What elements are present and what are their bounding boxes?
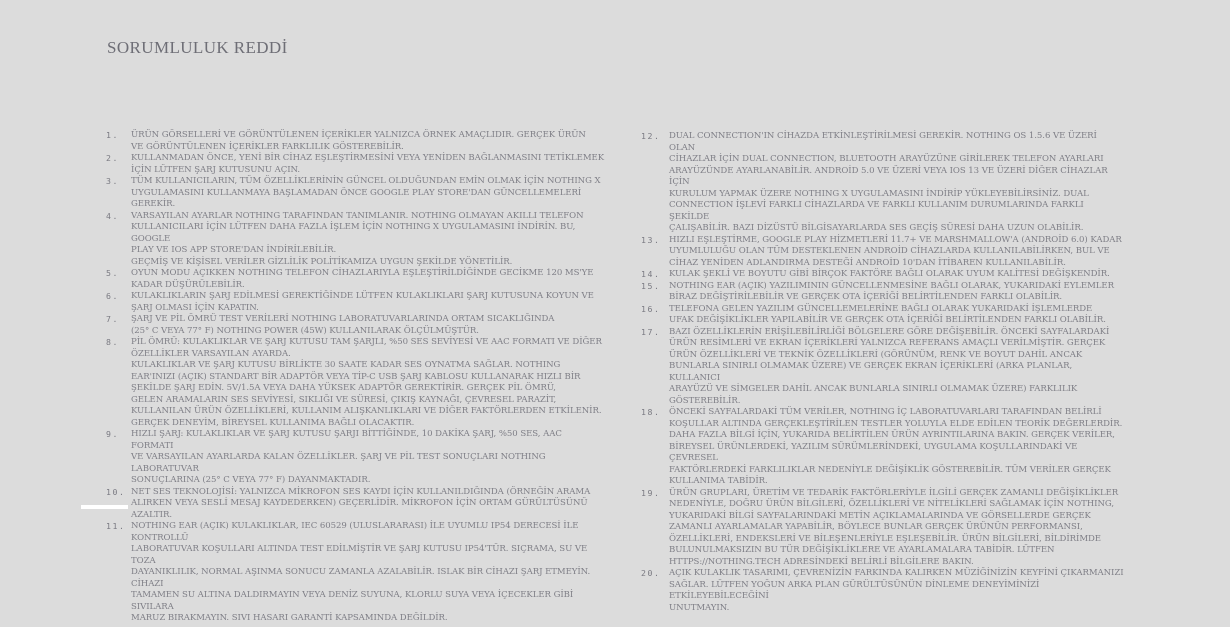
item-text: ÜRÜN GRUPLARI, ÜRETİM VE TEDARİK FAKTÖRLERİYLE İLGİLİ GERÇEK ZAMANLI DEĞİŞİKLİKLER NEDENİYLE, DOĞRU ÜRÜN BİLGİLERİ, ÖZELLİKLERİ VE NİTELİKLERİ SAĞLAMAK İÇİN NOTHING, YUKARIDAKİ BİLGİ SAYFALARINDAKİ METİN AÇIKLAMALARINDA VE GÖRSELLERDE GERÇEK ZAMANLI AYARLAMALAR YAPABİLİR, BÖYLECE BUNLAR GERÇEK ÜRÜNÜN PERFORMANSI, ÖZELLİKLERİ, ENDEKSLERİ VE BİLEŞENLERİYLE EŞLEŞEBİLİR. ÜRÜN BİLGİLERİ, BİLDİRİMDE BULUNULMAKSIZIN BU TÜR DEĞİŞİKLİKLERE VE AYARLAMALARA TABİDİR. LÜTFEN HTTPS://NOTHING.TECH ADRESİNDEKİ BELİRLİ BİLGİLERE BAKIN. [669, 487, 1119, 567]
item-number: 14. [641, 269, 661, 279]
disclaimer-list-right [641, 131, 1125, 614]
item-text: TÜM KULLANICILARIN, TÜM ÖZELLİKLERİNİN GÜNCEL OLDUĞUNDAN EMİN OLMAK İÇİN NOTHING X UYGULAMASINI KULLANMAYA BAŞLAMADAN ÖNCE GOOGLE PLAY STORE'DAN GÜNCELLEMELERİ GEREKİR. [131, 176, 601, 209]
item-text: NOTHING EAR (AÇIK) KULAKLIKLAR, IEC 60529 (ULUSLARARASI) İLE UYUMLU IP54 DERECESİ İLE KONTROLLÜ LABORATUVAR KOŞULLARI ALTINDA TEST EDİLMİŞTİR VE ŞARJ KUTUSU IP54'TÜR. SIÇRAMA, SU VE TOZA DAYANIKLILIK, NORMAL AŞINMA SONUCU ZAMANLA AZALABİLİR. ISLAK BİR CİHAZI ŞARJ ETMEYİN. CİHAZI TAMAMEN SU ALTINA DALDIRMAYIN VEYA DENİZ SUYUNA, KLORLU SUYA VEYA İÇECEKLER GİBİ SIVILARA MARUZ BIRAKMAYIN. SIVI HASARI GARANTİ KAPSAMINDA DEĞİLDİR. [131, 521, 591, 623]
item-text: HIZLI ŞARJ: KULAKLIKLAR VE ŞARJ KUTUSU ŞARJI BİTTİĞİNDE, 10 DAKİKA ŞARJ, %50 SES, AAC FORMATI VE VARSAYILAN AYARLARDA KALAN ÖZELLİKLER. ŞARJ VE PİL TEST SONUÇLARI NOTHING LABORATUVAR SONUÇLARINA (25° C VEYA 77° F) DAYANMAKTADIR. [131, 429, 562, 485]
list-item [106, 487, 606, 522]
item-text: HIZLI EŞLEŞTİRME, GOOGLE PLAY HİZMETLERİ 11.7+ VE MARSHMALLOW'A (ANDROİD 6.0) KADAR UYUMLULUĞU OLAN TÜM DESTEKLENEN ANDROİD CİHAZLARDA KULLANILABİLİRKEN, BUL VE CİHAZ YENİDEN ADLANDIRMA DESTEĞİ ANDROİD 10'DAN İTİBAREN KULLANILABİLİR. [669, 234, 1122, 268]
list-item [641, 131, 1125, 235]
item-text: OYUN MODU AÇIKKEN NOTHING TELEFON CİHAZLARIYLA EŞLEŞTİRİLDİĞİNDE GECİKME 120 MS'YE KADAR DÜŞÜRÜLEBİLİR. [131, 268, 594, 290]
item-number: 2. [106, 153, 120, 163]
item-text: PİL ÖMRÜ: KULAKLIKLAR VE ŞARJ KUTUSU TAM ŞARJLI, %50 SES SEVİYESİ VE AAC FORMATI VE DİĞER ÖZELLİKLER VARSAYILAN AYARDA. KULAKLIKLAR VE ŞARJ KUTUSU BİRLİKTE 30 SAATE KADAR SES OYNATMA SAĞLAR. NOTHING EAR'INIZI (AÇIK) STANDART BİR ADAPTÖR VEYA TİP-C USB ŞARJ KABLOSU KULLANARAK HIZLI BİR ŞEKİLDE ŞARJ EDİN. 5V/1.5A VEYA DAHA YÜKSEK ADAPTÖR GEREKTİRİR. GERÇEK PİL ÖMRÜ, GELEN ARAMALARIN SES SEVİYESİ, SIKLIĞI VE SÜRESİ, ÇIKIŞ KAYNAĞI, ÇEVRESEL PARAZİT, KULLANILAN ÜRÜN ÖZELLİKLERİ, KULLANIM ALIŞKANLIKLARI VE DİĞER FAKTÖRLERDEN ETKİLENİR. GERÇEK DENEYİM, BİREYSEL KULLANIMA BAĞLI OLACAKTIR. [131, 337, 602, 428]
list-item [641, 281, 1125, 304]
list-item [106, 130, 606, 153]
item-number: 16. [641, 303, 661, 314]
item-text: KULAKLIKLARIN ŞARJ EDİLMESİ GEREKTİĞİNDE LÜTFEN KULAKLIKLARI ŞARJ KUTUSUNA KOYUN VE ŞARJ OLMASI İÇİN KAPATIN. [131, 291, 594, 313]
list-item [106, 268, 606, 291]
list-item [106, 337, 606, 429]
item-number: 6. [106, 291, 120, 301]
list-item [641, 407, 1125, 488]
list-item [641, 304, 1125, 327]
item-number: 12. [641, 131, 661, 141]
item-text: KULLANMADAN ÖNCE, YENİ BİR CİHAZ EŞLEŞTİRMESİNİ VEYA YENİDEN BAĞLANMASINI TETİKLEMEK İÇİN LÜTFEN ŞARJ KUTUSUNU AÇIN. [131, 153, 605, 175]
item-number: 17. [641, 326, 661, 337]
item-text: VARSAYILAN AYARLAR NOTHING TARAFINDAN TANIMLANIR. NOTHING OLMAYAN AKILLI TELEFON KULLANICILARI İÇİN LÜTFEN DAHA FAZLA İŞLEM İÇİN NOTHING X UYGULAMASINI İNDİRİN. BU, GOOGLE PLAY VE IOS APP STORE'DAN İNDİRİLEBİLİR. GEÇMİŞ VE KİŞİSEL VERİLER GİZLİLİK POLİTİKAMIZA UYGUN ŞEKİLDE YÖNETİLİR. [131, 210, 584, 267]
item-text: DUAL CONNECTION'IN CİHAZDA ETKİNLEŞTİRİLMESİ GEREKİR. NOTHING OS 1.5.6 VE ÜZERİ OLAN CİHAZLAR İÇİN DUAL CONNECTION, BLUETOOTH ARAYÜZÜNE GİRİLEREK TELEFON AYARLARI ARAYÜZÜNDE AYARLANABİLİR. ANDROİD 5.0 VE ÜZERİ VEYA IOS 13 VE ÜZERİ DİĞER CİHAZLAR İÇİN KURULUM YAPMAK ÜZERE NOTHING X UYGULAMASINI İNDİRİP YÜKLEYEBİLİRSİNİZ. DUAL CONNECTION İŞLEVİ FARKLI CİHAZLARDA VE FARKLI KULLANIM DURUMLARINDA FARKLI ŞEKİLDE ÇALIŞABİLİR. BAZI DİZÜSTÜ BİLGİSAYARLARDA SES GEÇİŞ SÜRESİ DAHA UZUN OLABİLİR. [669, 131, 1108, 233]
list-item [641, 235, 1125, 270]
item-text: BAZI ÖZELLİKLERİN ERİŞİLEBİLİRLİĞİ BÖLGELERE GÖRE DEĞİŞEBİLİR. ÖNCEKİ SAYFALARDAKİ ÜRÜN RESİMLERİ VE EKRAN İÇERİKLERİ YALNIZCA REFERANS AMAÇLI VERİLMİŞTİR. GERÇEK ÜRÜN ÖZELLİKLERİ VE TEKNİK ÖZELLİKLERİ (GÖRÜNÜM, RENK VE BOYUT DAHİL ANCAK BUNLARLA SINIRLI OLMAMAK ÜZERE) VE GERÇEK EKRAN İÇERİKLERİ (ARKA PLANLAR, KULLANICI ARAYÜZÜ VE SİMGELER DAHİL ANCAK BUNLARLA SINIRLI OLMAMAK ÜZERE) FARKLILIK GÖSTEREBİLİR. [669, 326, 1110, 406]
list-item [641, 568, 1125, 614]
list-item [641, 488, 1125, 569]
item-number: 11. [106, 521, 126, 531]
item-number: 19. [641, 487, 661, 498]
item-number: 9. [106, 429, 120, 439]
list-item [106, 153, 606, 176]
item-number: 1. [106, 130, 120, 140]
list-item [106, 291, 606, 314]
page-indicator-bar [81, 505, 128, 509]
list-item [106, 211, 606, 269]
item-text: KULAK ŞEKLİ VE BOYUTU GİBİ BİRÇOK FAKTÖRE BAĞLI OLARAK UYUM KALİTESİ DEĞİŞKENDİR. [669, 269, 1110, 279]
item-text: TELEFONA GELEN YAZILIM GÜNCELLEMELERİNE BAĞLI OLARAK YUKARIDAKİ İŞLEMLERDE UFAK DEĞİŞİKLİKLER YAPILABİLİR VE GERÇEK OTA İÇERİĞİ BELİRTİLENDEN FARKLI OLABİLİR. [669, 303, 1106, 325]
item-text: NOTHING EAR (AÇIK) YAZILIMININ GÜNCELLENMESİNE BAĞLI OLARAK, YUKARIDAKİ EYLEMLER BİRAZ DEĞİŞTİRİLEBİLİR VE GERÇEK OTA İÇERİĞİ BELİRTİLENDEN FARKLI OLABİLİR. [669, 280, 1114, 302]
list-item [106, 521, 606, 625]
item-number: 13. [641, 234, 661, 245]
item-number: 18. [641, 407, 661, 417]
item-text: ÖNCEKİ SAYFALARDAKİ TÜM VERİLER, NOTHING İÇ LABORATUVARLARI TARAFINDAN BELİRLİ KOŞULLAR ALTINDA GERÇEKLEŞTİRİLEN TESTLER YOLUYLA ELDE EDİLEN TEORİK DEĞERLERDİR. DAHA FAZLA BİLGİ İÇİN, YUKARIDA BELİRTİLEN ÜRÜN AYRINTILARINA BAKIN. GERÇEK VERİLER, BİREYSEL ÜRÜNLERDEKİ, YAZILIM SÜRÜMLERİNDEKİ, UYGULAMA KOŞULLARINDAKİ VE ÇEVRESEL FAKTÖRLERDEKİ FARKLILIKLAR NEDENİYLE DEĞİŞİKLİK GÖSTEREBİLİR. TÜM VERİLER GERÇEK KULLANIMA TABİDİR. [669, 407, 1123, 486]
item-number: 20. [641, 568, 661, 578]
item-text: AÇIK KULAKLIK TASARIMI, ÇEVRENİZİN FARKINDA KALIRKEN MÜZİĞİNİZİN KEYFİNİ ÇIKARMANIZI SAĞLAR. LÜTFEN YOĞUN ARKA PLAN GÜRÜLTÜSÜNÜN DİNLEME DENEYİMİNİZİ ETKİLEYEBİLECEĞİNİ UNUTMAYIN. [669, 568, 1124, 613]
page-title: SORUMLULUK REDDİ [107, 38, 288, 57]
list-item [106, 429, 606, 487]
item-text: ÜRÜN GÖRSELLERİ VE GÖRÜNTÜLENEN İÇERİKLER YALNIZCA ÖRNEK AMAÇLIDIR. GERÇEK ÜRÜN VE GÖRÜNTÜLENEN İÇERİKLER FARKLILIK GÖSTEREBİLİR. [131, 130, 586, 152]
item-number: 3. [106, 176, 120, 186]
disclaimer-list-left [106, 130, 606, 625]
item-number: 7. [106, 314, 120, 324]
item-number: 15. [641, 280, 661, 291]
list-item [106, 176, 606, 211]
item-text: ŞARJ VE PİL ÖMRÜ TEST VERİLERİ NOTHING LABORATUVARLARINDA ORTAM SICAKLIĞINDA (25° C VEYA 77° F) NOTHING POWER (45W) KULLANILARAK ÖLÇÜLMÜŞTÜR. [131, 314, 555, 336]
item-number: 4. [106, 210, 120, 221]
list-item [641, 327, 1125, 408]
list-item [641, 269, 1125, 281]
item-number: 10. [106, 486, 126, 497]
item-number: 5. [106, 268, 120, 278]
item-text: NET SES TEKNOLOJİSİ: YALNIZCA MİKROFON SES KAYDI İÇİN KULLANILDIĞINDA (ÖRNEĞİN ARAMA ALIRKEN VEYA SESLİ MESAJ KAYDEDERKEN) GEÇERLİDİR. MİKROFON İÇİN ORTAM GÜRÜLTÜSÜNÜ AZALTIR. [131, 486, 591, 520]
item-number: 8. [106, 337, 120, 347]
list-item [106, 314, 606, 337]
